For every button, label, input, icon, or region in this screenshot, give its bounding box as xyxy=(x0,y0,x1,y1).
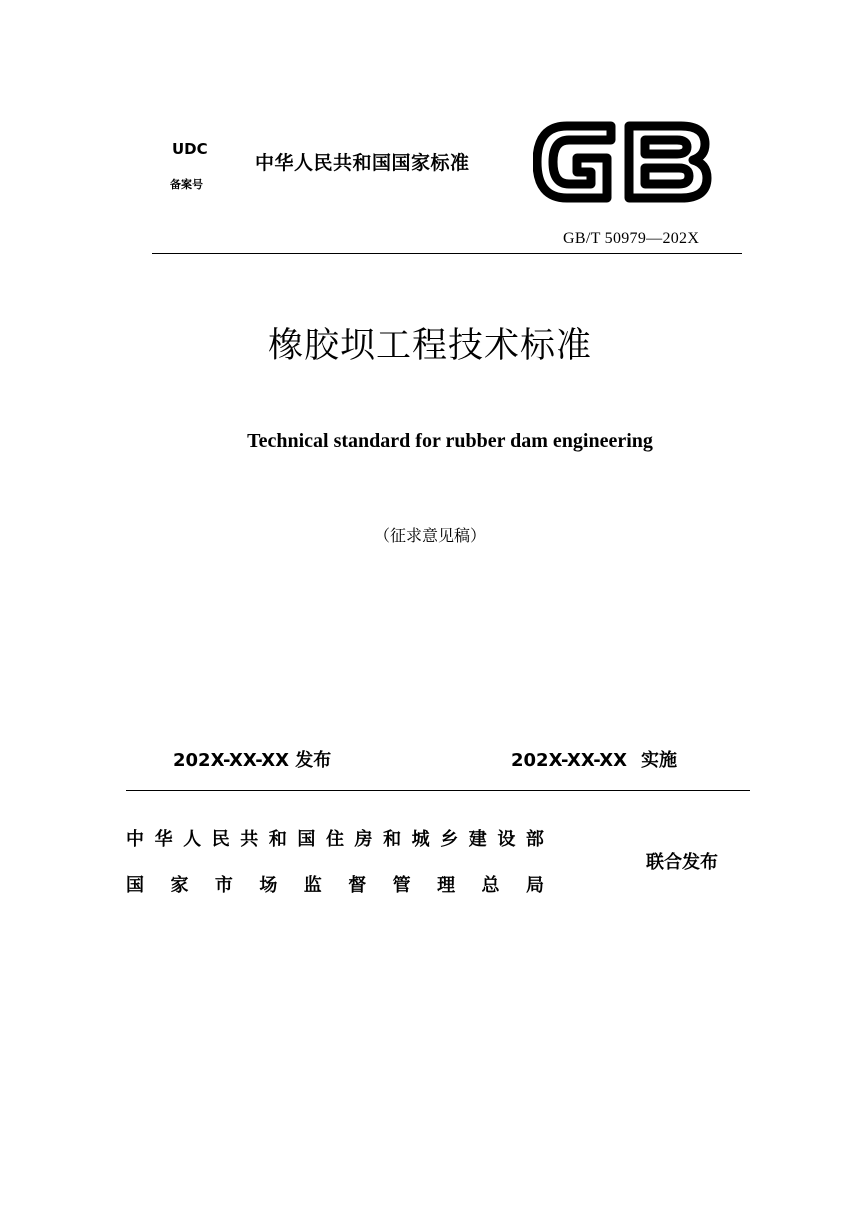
issuer-char: 场 xyxy=(259,875,278,896)
udc-label: UDC xyxy=(172,140,208,158)
gb-logo xyxy=(533,118,713,206)
issuer-char: 民 xyxy=(211,829,230,850)
implementation-date xyxy=(511,746,677,772)
issuer-char: 建 xyxy=(468,829,487,850)
issuer-char: 人 xyxy=(183,829,202,850)
implementation-label: 实施 xyxy=(641,750,678,771)
gb-logo-b xyxy=(629,126,707,198)
issuer-char: 局 xyxy=(525,875,544,896)
footer-divider xyxy=(126,790,750,791)
issuer-char: 城 xyxy=(411,829,430,850)
issuer-char: 家 xyxy=(170,875,189,896)
issuer-char: 房 xyxy=(354,829,373,850)
issue-date: 202X-XX-XX 发布 xyxy=(173,750,332,771)
issuer-char: 市 xyxy=(214,875,233,896)
issuer-char: 总 xyxy=(481,875,500,896)
issuer-char: 理 xyxy=(437,875,456,896)
issuer-char: 监 xyxy=(303,875,322,896)
issuer-char: 部 xyxy=(525,829,544,850)
issuer-char: 督 xyxy=(348,875,367,896)
issuer-char: 中 xyxy=(126,829,144,850)
draft-status: （征求意见稿） xyxy=(373,526,486,545)
national-standard-heading: 中华人民共和国国家标准 xyxy=(255,152,470,174)
joint-release-label: 联合发布 xyxy=(646,852,718,873)
issuer-ministry xyxy=(126,825,544,851)
title-english: Technical standard for rubber dam engineering xyxy=(247,430,653,452)
issuer-char: 和 xyxy=(268,829,287,850)
issuer-char: 国 xyxy=(126,875,144,896)
filing-number-label: 备案号 xyxy=(170,178,203,191)
issuer-char: 管 xyxy=(392,875,411,896)
issuer-administration xyxy=(126,871,544,897)
header-divider xyxy=(152,253,742,254)
issuer-char: 共 xyxy=(240,829,259,850)
issuer-char: 华 xyxy=(154,829,173,850)
issuer-char: 和 xyxy=(383,829,402,850)
gb-logo-g xyxy=(537,126,611,198)
issuer-char: 乡 xyxy=(440,829,459,850)
issuer-char: 国 xyxy=(297,829,316,850)
issuer-char: 住 xyxy=(325,829,344,850)
title-chinese: 橡胶坝工程技术标准 xyxy=(267,326,592,366)
standard-number: GB/T 50979—202X xyxy=(563,230,700,247)
implementation-date-value: 202X-XX-XX xyxy=(511,750,628,771)
issuer-char: 设 xyxy=(497,829,516,850)
